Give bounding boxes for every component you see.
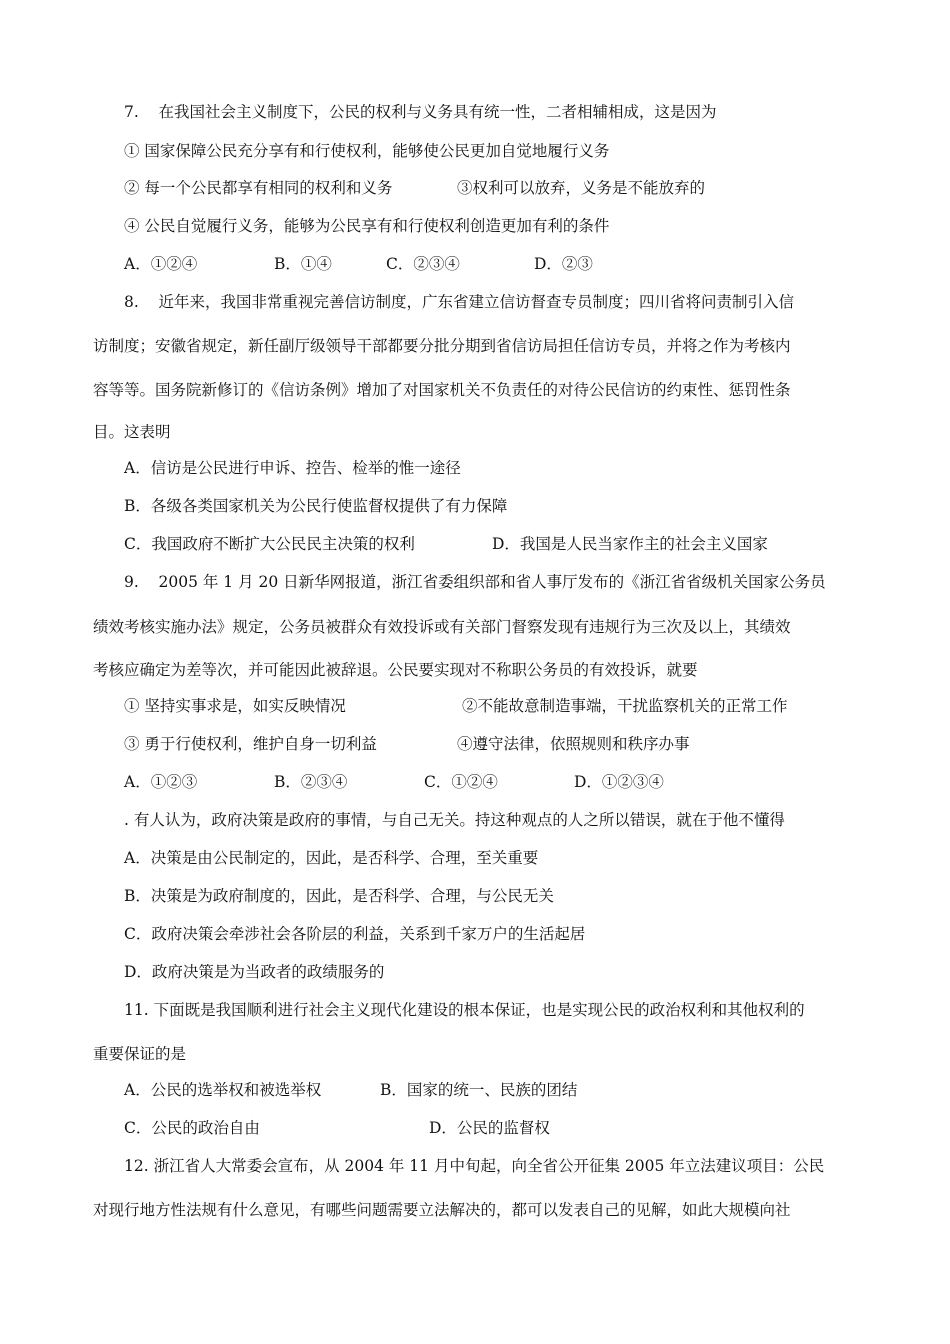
q7-options	[124, 254, 593, 274]
q7-option-a: A．①②④	[124, 255, 198, 273]
q12-line-1: 12. 浙江省人大常委会宣布，从 2004 年 11 月中旬起，向全省公开征集 2005 年立法建议项目：公民	[124, 1157, 825, 1175]
q7-items-2-3	[124, 178, 706, 198]
q9-line-1: 9. 2005 年 1 月 20 日新华网报道，浙江省委组织部和省人事厅发布的《浙江省省级机关国家公务员	[124, 573, 826, 591]
q11-option-b: B．国家的统一、民族的团结	[380, 1081, 578, 1099]
q8-line-3: 容等等。国务院新修订的《信访条例》增加了对国家机关不负责任的对待公民信访的约束性、惩罚性条	[93, 381, 791, 399]
q9-option-d: D．①②③④	[574, 773, 664, 791]
q7-item-3: ③权利可以放弃，义务是不能放弃的	[457, 179, 706, 197]
q11-options-a-b	[124, 1080, 578, 1100]
q10-stem: . 有人认为，政府决策是政府的事情，与自己无关。持这种观点的人之所以错误，就在于他不懂得	[124, 811, 785, 829]
q8-line-1: 8. 近年来，我国非常重视完善信访制度，广东省建立信访督查专员制度；四川省将问责制引入信	[124, 293, 794, 311]
q12-line-2: 对现行地方性法规有什么意见，有哪些问题需要立法解决的，都可以发表自己的见解，如此大规模向社	[93, 1201, 791, 1219]
q9-items-3-4	[124, 734, 690, 754]
q8-option-a: A．信访是公民进行申诉、控告、检举的惟一途径	[124, 459, 461, 477]
q11-option-d: D．公民的监督权	[429, 1119, 550, 1137]
q9-item-1: ① 坚持实事求是，如实反映情况	[124, 697, 346, 715]
q8-line-2: 访制度；安徽省规定，新任副厅级领导干部都要分批分期到省信访局担任信访专员，并将之作为考核内	[93, 337, 791, 355]
q10-option-d: D．政府决策是为当政者的政绩服务的	[124, 963, 385, 981]
q10-option-a: A．决策是由公民制定的，因此，是否科学、合理，至关重要	[124, 849, 539, 867]
q9-item-4: ④遵守法律，依照规则和秩序办事	[457, 735, 690, 753]
q8-line-4: 目。这表明	[93, 423, 171, 441]
q7-stem: 7. 在我国社会主义制度下，公民的权利与义务具有统一性，二者相辅相成，这是因为	[124, 103, 717, 121]
q7-option-b: B．①④	[274, 255, 332, 273]
q9-options	[124, 772, 664, 792]
q11-option-c: C．公民的政治自由	[124, 1119, 260, 1137]
q8-options-c-d	[124, 534, 768, 554]
q9-items-1-2	[124, 696, 788, 716]
q7-option-d: D．②③	[534, 255, 593, 273]
q11-options-c-d	[124, 1118, 550, 1138]
q7-item-2: ② 每一个公民都享有相同的权利和义务	[124, 179, 393, 197]
q9-line-3: 考核应确定为差等次，并可能因此被辞退。公民要实现对不称职公务员的有效投诉，就要	[93, 661, 698, 679]
q8-option-c: C．我国政府不断扩大公民民主决策的权利	[124, 535, 415, 553]
q9-line-2: 绩效考核实施办法》规定，公务员被群众有效投诉或有关部门督察发现有违规行为三次及以上，其绩效	[93, 618, 791, 636]
q11-line-1: 11. 下面既是我国顺利进行社会主义现代化建设的根本保证，也是实现公民的政治权利和其他权利的	[124, 1001, 805, 1019]
q7-item-1: ① 国家保障公民充分享有和行使权利，能够使公民更加自觉地履行义务	[124, 142, 610, 160]
q10-option-b: B．决策是为政府制度的，因此，是否科学、合理，与公民无关	[124, 887, 554, 905]
q11-line-2: 重要保证的是	[93, 1045, 187, 1063]
q10-option-c: C．政府决策会牵涉社会各阶层的利益，关系到千家万户的生活起居	[124, 925, 586, 943]
q8-option-b: B．各级各类国家机关为公民行使监督权提供了有力保障	[124, 497, 508, 515]
q9-item-3: ③ 勇于行使权利，维护自身一切利益	[124, 735, 377, 753]
q11-option-a: A．公民的选举权和被选举权	[124, 1081, 322, 1099]
q9-option-a: A．①②③	[124, 773, 198, 791]
q8-option-d: D．我国是人民当家作主的社会主义国家	[492, 535, 768, 553]
q7-item-4: ④ 公民自觉履行义务，能够为公民享有和行使权利创造更加有利的条件	[124, 217, 610, 235]
q9-option-c: C．①②④	[424, 773, 498, 791]
q9-option-b: B．②③④	[274, 773, 348, 791]
q9-item-2: ②不能故意制造事端，干扰监察机关的正常工作	[462, 697, 788, 715]
q7-option-c: C．②③④	[386, 255, 460, 273]
